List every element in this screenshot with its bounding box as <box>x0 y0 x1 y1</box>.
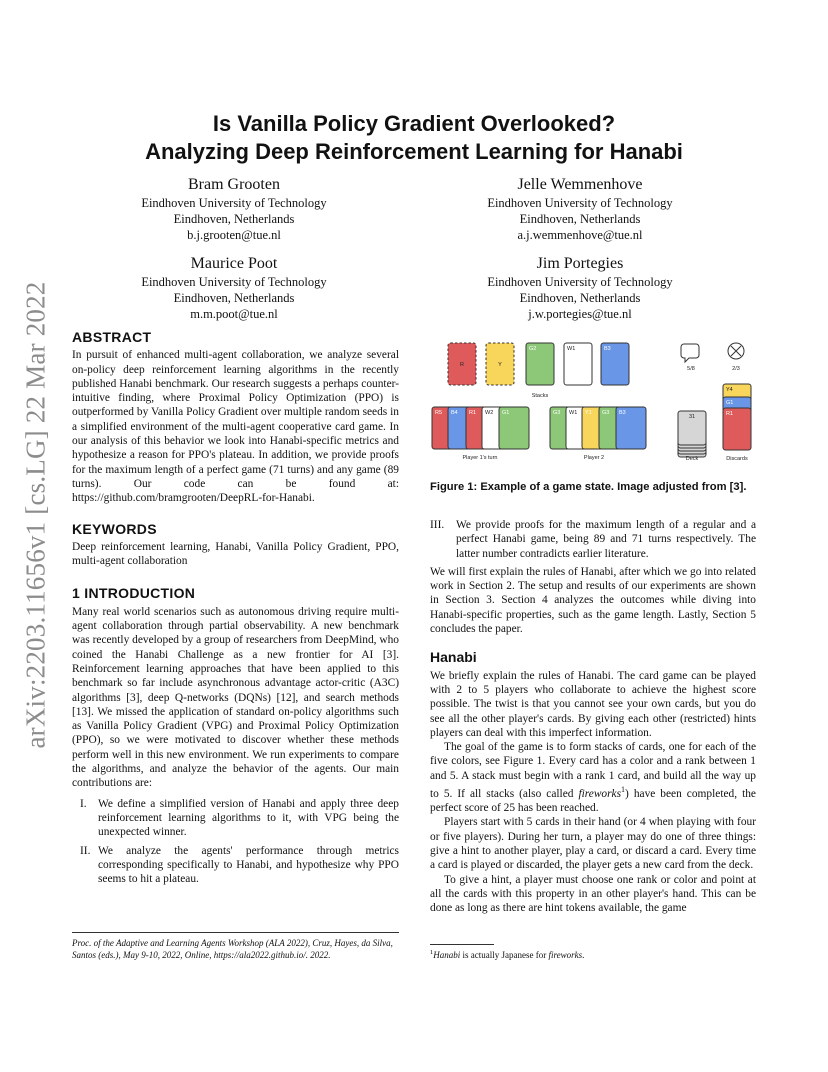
author-location: Eindhoven, Netherlands <box>173 291 295 305</box>
author-email: a.j.wemmenhove@tue.nl <box>517 228 643 242</box>
firework-card-label: R <box>460 362 464 368</box>
contribution-number: III. <box>430 519 445 531</box>
keywords-heading: KEYWORDS <box>72 520 157 537</box>
author-name: Jim Portegies <box>536 255 624 272</box>
hanabi-heading: Hanabi <box>430 649 477 666</box>
deck-label: Deck <box>685 456 699 462</box>
stacks-label: Stacks <box>531 393 549 399</box>
text-span: ) have been completed, the perfect score of 25 has been reached. <box>430 787 756 815</box>
arxiv-stamp <box>20 281 51 749</box>
game-state-diagram <box>428 338 756 468</box>
hanabi-paragraph-3: Players start with 5 cards in their hand (or 4 when playing with four or five players). During her turn, a player may do one of three things: give a hint to another player, play a card, or discard a card. Every time a card is played or discarded, the player gets a new card from the deck. <box>430 816 756 872</box>
author-name: Bram Grooten <box>188 176 280 193</box>
hint-token-icon <box>681 344 699 362</box>
hanabi-paragraph-1: We briefly explain the rules of Hanabi. The card game can be played with 2 to 5 players who collaborate to achieve the highest score possible. The twist is that you cannot see your own cards, but you do see all the other player's cards. By giving each other (restricted) hints players can deal with this imperfect information. <box>430 669 756 739</box>
author-email: m.m.poot@tue.nl <box>190 307 278 321</box>
abstract-heading: ABSTRACT <box>72 329 152 345</box>
player1-card-label: R5 <box>435 410 443 416</box>
author-block-1 <box>114 175 354 243</box>
italic-term: fireworks <box>578 787 622 800</box>
author-location: Eindhoven, Netherlands <box>519 212 641 226</box>
contribution-number: I. <box>80 797 87 810</box>
text-span: The goal of the game is to form stacks of cards, one for each of the five colors, see Figure 1. Every card has a color and a rank between 1 and 5. A stack must begin with a rank 1 card, and build all the way up to 5. If all stacks (also called <box>430 741 756 800</box>
proceedings-note: Proc. of the Adaptive and Learning Agents Workshop (ALA 2022), Cruz, Hayes, da Silva, Santos (eds.), May 9-10, 2022, Online, https://ala2022.github.io/. 2022. <box>72 938 393 960</box>
author-email: b.j.grooten@tue.nl <box>187 228 281 242</box>
contribution-text: We provide proofs for the maximum length of a regular and a perfect Hanabi game, being 89 and 71 turns respectively. The latter number contradicts earlier literature. <box>456 519 756 560</box>
author-block-2 <box>460 175 700 243</box>
firework-card-label: B3 <box>604 346 611 352</box>
player1-card-label: R1 <box>469 410 477 416</box>
author-location: Eindhoven, Netherlands <box>519 291 641 305</box>
discard-card-label: R1 <box>726 411 734 417</box>
arxiv-stamp-text: arXiv:2203.11656v1 [cs.LG] 22 Mar 2022 <box>20 281 51 749</box>
contribution-text: We analyze the agents' performance through metrics corresponding specifically to Hanabi, and hypothesize why PPO seems to hit a plateau. <box>98 844 399 886</box>
author-affiliation: Eindhoven University of Technology <box>141 196 327 210</box>
player1-card-label: B4 <box>451 410 458 416</box>
footnote-text: is actually Japanese for <box>460 950 549 960</box>
left-column <box>72 330 399 890</box>
hanabi-paragraph-4: To give a hint, a player must choose one rank or color and point at all the cards with this property in an other player's hand. This can be done as long as there are hint tokens available, the game <box>430 873 756 915</box>
author-block-4 <box>460 254 700 322</box>
paper-title <box>80 110 748 166</box>
footnote-term-end: fireworks <box>548 950 583 960</box>
footnote-period: . <box>582 950 585 960</box>
abstract-text: In pursuit of enhanced multi-agent collaboration, we analyze several on-policy deep reinforcement learning algorithms in the recently published Hanabi benchmark. Our research suggests a perhaps counter-intuitive finding, where Proximal Policy Optimization (PPO) is outperformed by Vanilla Policy Gradient over multiple random seeds in a simplified environment of the multi-agent cooperative card game. In our analysis of this behavior we look into Hanabi-specific metrics and hypothesize a reason for PPO's plateau. In addition, we provide proofs for the maximum length of a perfect game (71 turns) and any game (89 turns). Our code can be found at: https://github.com/bramgrooten/DeepRL-for-Hanabi. <box>72 349 399 505</box>
firework-card-label: W1 <box>567 346 576 352</box>
firework-card-label: G2 <box>529 346 537 352</box>
author-name: Jelle Wemmenhove <box>517 176 643 193</box>
title-line-2: Analyzing Deep Reinforcement Learning for Hanabi <box>145 139 683 164</box>
contribution-number: II. <box>80 844 91 857</box>
introduction-heading: 1 INTRODUCTION <box>72 585 196 602</box>
hint-token-count: 5/8 <box>687 366 695 372</box>
author-email: j.w.portegies@tue.nl <box>528 307 632 321</box>
footnote-marker: 1 <box>621 785 626 795</box>
author-block-3 <box>114 254 354 322</box>
contribution-text: We define a simplified version of Hanabi and apply three deep reinforcement learning algorithms to it, with VPG being the unexpected winner. <box>98 797 399 839</box>
discard-card-label: Y4 <box>726 387 733 393</box>
author-affiliation: Eindhoven University of Technology <box>487 196 673 210</box>
author-name: Maurice Poot <box>190 255 278 272</box>
author-affiliation: Eindhoven University of Technology <box>487 275 673 289</box>
hanabi-paragraph-2 <box>430 740 756 815</box>
player2-card-label: Y1 <box>585 410 592 416</box>
player1-label: Player 1's turn <box>462 455 498 461</box>
player1-card-label: G1 <box>502 410 510 416</box>
player2-card-label: B3 <box>619 410 626 416</box>
author-affiliation: Eindhoven University of Technology <box>141 275 327 289</box>
footnote-rule <box>72 932 399 933</box>
introduction-text: Many real world scenarios such as autonomous driving require multi-agent collaboration through partial observability. A new benchmark was recently developed by a group of researchers from DeepMind, who coined the Hanabi Challenge as a new frontier for AI [3]. Reinforcement learning approaches that have been applied to this benchmark so far include asynchronous advantage actor-critic (A3C) algorithms [3], deep Q-networks (DQNs) [12], and search methods [13]. We missed the application of standard on-policy algorithms such as Vanilla Policy Gradient (VPG) and Proximal Policy Optimization (PPO), so we were motivated to discover whether these methods perform well in this new environment. We run experiments to compare the algorithms, and analyze the behavior of the agents. Our main contributions are: <box>72 605 399 790</box>
deck-count: 31 <box>688 414 696 420</box>
discard-card-label: G1 <box>726 400 734 406</box>
contribution-item <box>72 844 399 887</box>
player2-label: Player 2 <box>583 455 605 461</box>
title-line-1: Is Vanilla Policy Gradient Overlooked? <box>212 111 616 136</box>
figure-caption: Figure 1: Example of a game state. Image adjusted from [3]. <box>430 481 747 493</box>
fuse-token-count: 2/3 <box>732 366 740 372</box>
contribution-item <box>72 797 399 840</box>
discards-label: Discards <box>726 456 748 462</box>
player2-card-label: G3 <box>553 410 561 416</box>
player2-card-label: G3 <box>602 410 610 416</box>
firework-card-label: Y <box>498 362 502 368</box>
right-column <box>430 518 756 916</box>
contributions-list <box>72 797 399 887</box>
footnote <box>430 947 756 961</box>
player2-card-label: W1 <box>569 410 578 416</box>
author-location: Eindhoven, Netherlands <box>173 212 295 226</box>
contributions-list-continued <box>430 518 756 561</box>
contribution-item <box>430 518 756 561</box>
player1-card-label: W2 <box>485 410 494 416</box>
footnote-term: Hanabi <box>433 950 461 960</box>
footnote-number: 1 <box>430 949 434 956</box>
figure-game-state <box>428 338 756 468</box>
overview-paragraph: We will first explain the rules of Hanabi, after which we go into related work in Section 2. The setup and results of our experiments are shown in Section 3. Section 4 analyzes the outcomes while diving into Hanabi-specific properties, such as the game length. Lastly, Section 5 concludes the paper. <box>430 565 756 636</box>
keywords-text: Deep reinforcement learning, Hanabi, Vanilla Policy Gradient, PPO, multi-agent collaboration <box>72 540 399 568</box>
footnote-rule-right <box>430 944 494 945</box>
